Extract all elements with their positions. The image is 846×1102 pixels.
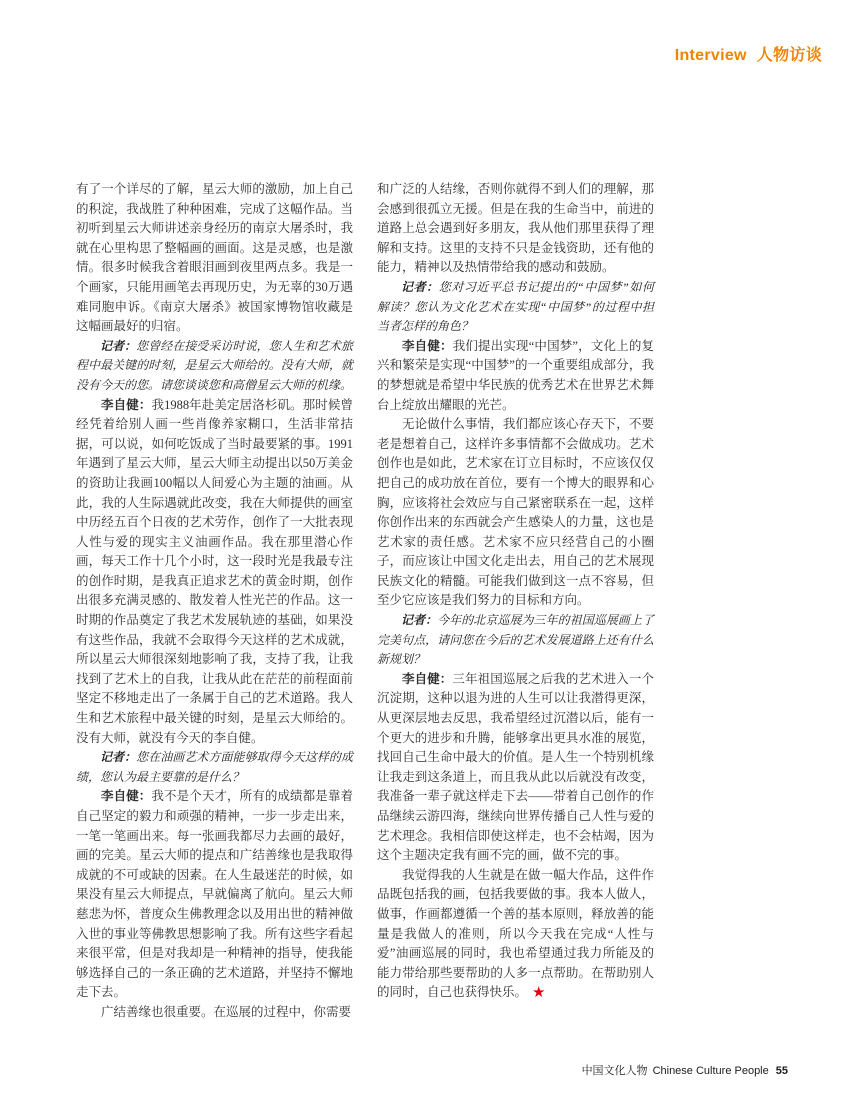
paragraph-answer: 李自健：我1988年赴美定居洛杉矶。那时候曾经凭着给别人画一些肖像养家糊口，生活非常拮据，可以说，如何吃饭成了当时最要紧的事。1991年遇到了星云大师，星云大师主动提出以50万美金的资助让我画100幅以人间爱心为主题的油画。从此，我的人生际遇就此改变，我在大师提供的画室中历经五百个日夜的艺术劳作，创作了一大批表现人性与爱的现实主义油画作品。我在那里潜心作画，每天工作十几个小时，这一段时光是我最专注的创作时期，是我真正追求艺术的黄金时期，创作出很多充满灵感的、散发着人性光芒的作品。这一时期的作品奠定了我艺术发展轨迹的基础，如果没有这些作品，我就不会取得今天这样的艺术成就，所以星云大师很深刻地影响了我，支持了我，让我找到了艺术上的自我，让我从此在茫茫的前程面前坚定不移地走出了一条属于自己的艺术道路。我人生和艺术旅程中最关键的时刻，是星云大师给的。没有大师，就没有今天的李自健。 (76, 397, 353, 745)
paragraph-body: 和广泛的人结缘，否则你就得不到人们的理解，那会感到很孤立无援。但是在我的生命当中，前进的道路上总会遇到好多朋友，我从他们那里获得了理解和支持。这里的支持不只是金钱资助，还有他的能力，精神以及热情带给我的感动和鼓励。 (377, 182, 654, 275)
paragraph-question: 记者：今年的北京巡展为三年的祖国巡展画上了完美句点，请问您在今后的艺术发展道路上还有什么新规划？ (377, 613, 654, 667)
paragraph-question: 记者：您在油画艺术方面能够取得今天这样的成绩，您认为最主要靠的是什么？ (76, 750, 353, 784)
page-footer (582, 1063, 788, 1079)
speaker-label: 记者： (100, 750, 137, 765)
red-star-icon: ★ (532, 983, 546, 1002)
article-body (76, 180, 654, 1023)
speaker-label: 李自健： (402, 338, 453, 353)
speaker-label: 记者： (401, 279, 439, 294)
paragraph-answer: 李自健：我们提出实现“中国梦”，文化上的复兴和繁荣是实现“中国梦”的一个重要组成部分，我的梦想就是希望中华民族的优秀艺术在世界艺术舞台上绽放出耀眼的光芒。 (377, 338, 654, 412)
paragraph-answer: 李自健：三年祖国巡展之后我的艺术进入一个沉淀期，这种以退为进的人生可以让我潜得更深，从更深层地去反思，我希望经过沉潜以后，能有一个更大的进步和升腾，能够拿出更具水准的展览，找回自己生命中最大的价值。是人生一个特别机缘让我走到这条道上，而且我从此以后就没有改变，我准备一辈子就这样走下去——带着自己创作的作品继续云游四海，继续向世界传播自己人性与爱的艺术理念。我相信即使这样走，也不会枯竭，因为这个主题决定我有画不完的画，做不完的事。 (377, 671, 654, 863)
paragraph-question: 记者：您曾经在接受采访时说，您人生和艺术旅程中最关键的时刻，是星云大师给的。没有大师，就没有今天的您。请您谈谈您和高僧星云大师的机缘。 (76, 338, 353, 392)
section-title-cn: 人物访谈 (756, 47, 822, 64)
paragraph-body: 我觉得我的人生就是在做一幅大作品，这件作品既包括我的画，包括我要做的事。我本人做人，做事，作画都遵循一个善的基本原则，释放善的能量是我做人的准则，所以今天我在完成“人性与爱”油画巡展的同时，我也希望通过我力所能及的能力带给那些要帮助的人多一点帮助。在帮助别人的同时，自己也获得快乐。 ★ (377, 867, 654, 1002)
magazine-title-en: Chinese Culture People (652, 1065, 769, 1077)
speaker-label: 记者： (401, 613, 438, 628)
magazine-title-cn: 中国文化人物 (581, 1065, 648, 1077)
speaker-label: 李自健： (402, 671, 453, 686)
section-header (675, 47, 822, 64)
left-column (76, 180, 353, 1023)
paragraph-body: 有了一个详尽的了解，星云大师的激励，加上自己的积淀，我战胜了种种困难，完成了这幅作品。当初听到星云大师讲述亲身经历的南京大屠杀时，我就在心里构思了整幅画的画面。这是灵感，也是激情。很多时候我含着眼泪画到夜里两点多。我是一个画家，只能用画笔去再现历史，为无辜的30万遇难同胞申诉。《南京大屠杀》被国家博物馆收藏是这幅画最好的归宿。 (76, 182, 353, 334)
paragraph-answer: 李自健：我不是个天才，所有的成绩都是靠着自己坚定的毅力和顽强的精神，一步一步走出来，一笔一笔画出来。每一张画我都尽力去画的最好，画的完美。星云大师的提点和广结善缘也是我取得成就的不可或缺的因素。在人生最迷茫的时候，如果没有星云大师提点，早就偏离了航向。星云大师慈悲为怀，普度众生佛教理念以及用出世的精神做入世的事业等佛教思想影响了我。所有这些字看起来很平常，但是对我却是一种精神的指导，使我能够选择自己的一条正确的艺术道路，并坚持不懈地走下去。 (76, 789, 353, 1000)
speaker-label: 李自健： (101, 789, 152, 804)
speaker-label: 记者： (100, 338, 137, 353)
section-title-en: Interview (674, 47, 747, 64)
paragraph-question: 记者：您对习近平总书记提出的“中国梦”如何解读？您认为文化艺术在实现“中国梦”的过程中担当者怎样的角色？ (377, 279, 654, 334)
page-number: 55 (775, 1065, 788, 1077)
paragraph-body: 无论做什么事情，我们都应该心存天下，不要老是想着自己，这样许多事情都不会做成功。艺术创作也是如此，艺术家在订立目标时，不应该仅仅把自己的成功放在首位，要有一个博大的眼界和心胸，应该将社会效应与自己紧密联系在一起，这样你创作出来的东西就会产生感染人的力量，这也是艺术家的责任感。艺术家不应只经营自己的小圈子，而应该让中国文化走出去，用自己的艺术展现民族文化的精髓。可能我们做到这一点不容易，但至少它应该是我们努力的目标和方向。 (377, 417, 654, 608)
right-column (377, 180, 654, 1023)
speaker-label: 李自健： (101, 397, 152, 412)
paragraph-body: 广结善缘也很重要。在巡展的过程中，你需要 (101, 1004, 352, 1019)
